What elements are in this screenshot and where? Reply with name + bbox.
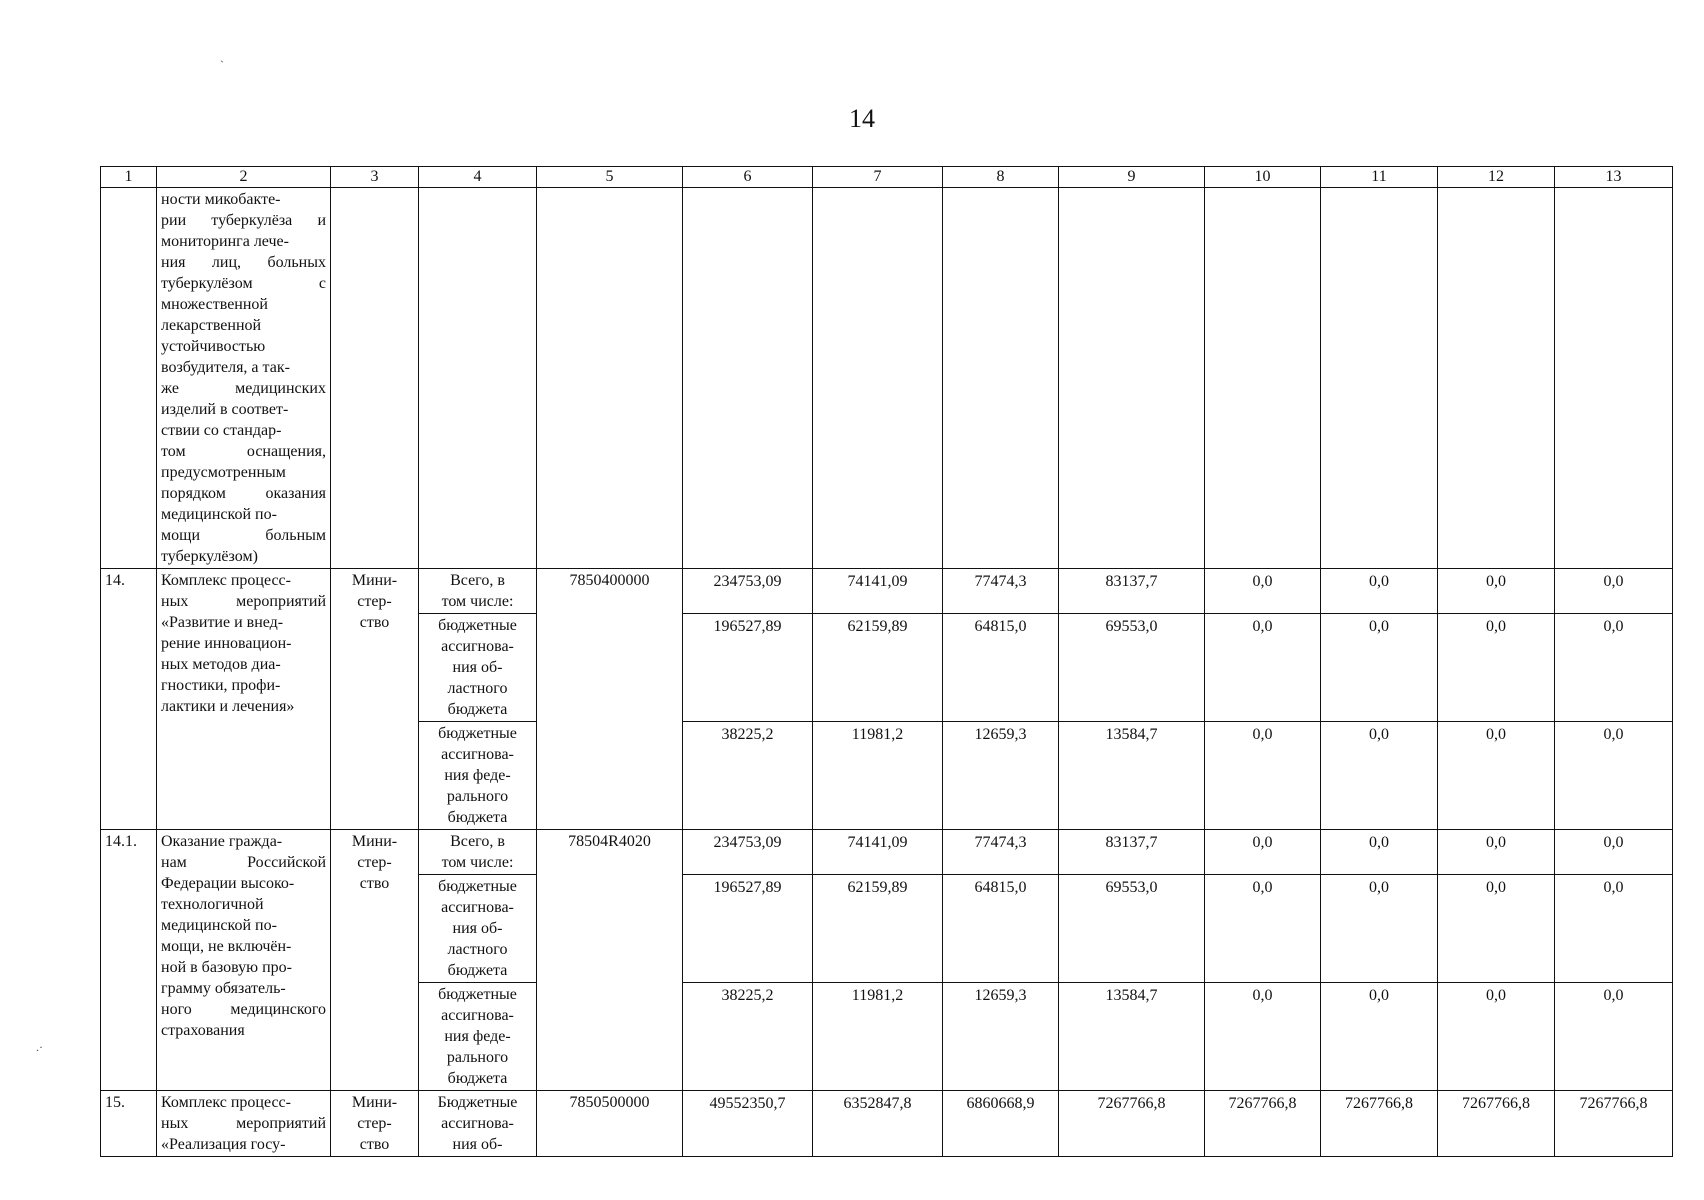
value-cell: 6352847,8	[813, 1091, 943, 1157]
value-cell: 69553,0	[1059, 875, 1205, 983]
column-header: 3	[331, 167, 419, 188]
column-header: 12	[1438, 167, 1555, 188]
value-cell: 7267766,8	[1555, 1091, 1673, 1157]
value-cell: 74141,09	[813, 830, 943, 875]
source-cell: бюджетные ассигнова- ния об- ластного бюджета	[419, 875, 537, 983]
table-row	[101, 1091, 1673, 1157]
value-cell: 0,0	[1321, 875, 1438, 983]
value-cell: 12659,3	[943, 722, 1059, 830]
source-cell: бюджетные ассигнова- ния об- ластного бюджета	[419, 614, 537, 722]
value-cell: 7267766,8	[1205, 1091, 1321, 1157]
column-header: 10	[1205, 167, 1321, 188]
value-cell: 38225,2	[683, 722, 813, 830]
source-cell: бюджетные ассигнова- ния феде- рального бюджета	[419, 722, 537, 830]
value-cell: 83137,7	[1059, 830, 1205, 875]
value-cell: 0,0	[1438, 614, 1555, 722]
column-header: 5	[537, 167, 683, 188]
continuation-row	[101, 188, 1673, 569]
activity-name-cell: ности микобакте- рии туберкулёза и мониторинга лече- ния лиц, больных туберкулёзом с множественной лекарственной устойчивостью возбудителя, а так- же медицинских изделий в соответ- ствии со стандар- том оснащения, предусмотренным порядком оказания медицинской по- мощи больным туберкулёзом)	[157, 188, 331, 569]
value-cell: 0,0	[1205, 569, 1321, 614]
column-header: 9	[1059, 167, 1205, 188]
value-cell: 64815,0	[943, 875, 1059, 983]
code-cell: 7850500000	[537, 1091, 683, 1157]
page-number: 14	[849, 104, 875, 133]
value-cell: 11981,2	[813, 722, 943, 830]
value-cell: 0,0	[1321, 614, 1438, 722]
value-cell: 0,0	[1438, 983, 1555, 1091]
column-header: 11	[1321, 167, 1438, 188]
value-cell: 38225,2	[683, 983, 813, 1091]
row-number-cell: 14.	[101, 569, 157, 830]
value-cell: 7267766,8	[1321, 1091, 1438, 1157]
executor-cell: Мини- стер- ство	[331, 1091, 419, 1157]
value-cell: 0,0	[1438, 569, 1555, 614]
value-cell: 0,0	[1205, 983, 1321, 1091]
executor-cell: Мини- стер- ство	[331, 569, 419, 830]
source-cell: Всего, в том числе:	[419, 830, 537, 875]
source-cell	[419, 188, 537, 569]
value-cell: 64815,0	[943, 614, 1059, 722]
value-cell: 0,0	[1438, 722, 1555, 830]
source-cell: Всего, в том числе:	[419, 569, 537, 614]
value-cell: 49552350,7	[683, 1091, 813, 1157]
value-cell: 196527,89	[683, 875, 813, 983]
value-cell: 0,0	[1438, 830, 1555, 875]
value-cell: 0,0	[1555, 614, 1673, 722]
row-number-cell	[101, 188, 157, 569]
table-row	[101, 830, 1673, 875]
column-header: 7	[813, 167, 943, 188]
value-cell: 0,0	[1555, 722, 1673, 830]
budget-table	[100, 166, 1673, 1157]
value-cell: 0,0	[1555, 983, 1673, 1091]
value-cell: 0,0	[1555, 830, 1673, 875]
value-cell: 7267766,8	[1059, 1091, 1205, 1157]
value-cell: 13584,7	[1059, 983, 1205, 1091]
value-cell: 13584,7	[1059, 722, 1205, 830]
column-header: 6	[683, 167, 813, 188]
column-number-row	[101, 167, 1673, 188]
executor-cell: Мини- стер- ство	[331, 830, 419, 1091]
value-cell: 0,0	[1321, 569, 1438, 614]
value-cell: 0,0	[1205, 722, 1321, 830]
value-cell: 234753,09	[683, 830, 813, 875]
code-cell	[537, 188, 683, 569]
value-cell: 234753,09	[683, 569, 813, 614]
value-cell: 83137,7	[1059, 569, 1205, 614]
scan-speck: `	[220, 58, 224, 72]
value-cell: 0,0	[1205, 875, 1321, 983]
value-cell: 62159,89	[813, 875, 943, 983]
column-header: 2	[157, 167, 331, 188]
column-header: 13	[1555, 167, 1673, 188]
value-cell: 0,0	[1321, 830, 1438, 875]
value-cell: 0,0	[1205, 614, 1321, 722]
value-cell: 12659,3	[943, 983, 1059, 1091]
column-header: 1	[101, 167, 157, 188]
value-cell: 62159,89	[813, 614, 943, 722]
value-cell: 0,0	[1321, 983, 1438, 1091]
column-header: 4	[419, 167, 537, 188]
value-cell: 6860668,9	[943, 1091, 1059, 1157]
source-cell: Бюджетные ассигнова- ния об-	[419, 1091, 537, 1157]
value-cell: 74141,09	[813, 569, 943, 614]
activity-name-cell: Комплекс процесс- ных мероприятий «Развитие и внед- рение инновацион- ных методов диа- гностики, профи- лактики и лечения»	[157, 569, 331, 830]
value-cell: 7267766,8	[1438, 1091, 1555, 1157]
executor-cell	[331, 188, 419, 569]
value-cell: 0,0	[1321, 722, 1438, 830]
row-number-cell: 15.	[101, 1091, 157, 1157]
value-cell: 196527,89	[683, 614, 813, 722]
value-cell: 0,0	[1438, 875, 1555, 983]
value-cell: 69553,0	[1059, 614, 1205, 722]
value-cell: 0,0	[1555, 875, 1673, 983]
column-header: 8	[943, 167, 1059, 188]
value-cell: 11981,2	[813, 983, 943, 1091]
code-cell: 78504R4020	[537, 830, 683, 1091]
value-cell: 77474,3	[943, 830, 1059, 875]
row-number-cell: 14.1.	[101, 830, 157, 1091]
activity-name-cell: Комплекс процесс- ных мероприятий «Реализация госу-	[157, 1091, 331, 1157]
scan-speck: .·	[36, 1040, 43, 1054]
activity-name-cell: Оказание гражда- нам Российской Федерации высоко- технологичной медицинской по- мощи, не включён- ной в базовую про- грамму обязатель- ного медицинского страхования	[157, 830, 331, 1091]
table-row	[101, 569, 1673, 614]
value-cell: 0,0	[1205, 830, 1321, 875]
code-cell: 7850400000	[537, 569, 683, 830]
value-cell: 77474,3	[943, 569, 1059, 614]
value-cell: 0,0	[1555, 569, 1673, 614]
source-cell: бюджетные ассигнова- ния феде- рального бюджета	[419, 983, 537, 1091]
